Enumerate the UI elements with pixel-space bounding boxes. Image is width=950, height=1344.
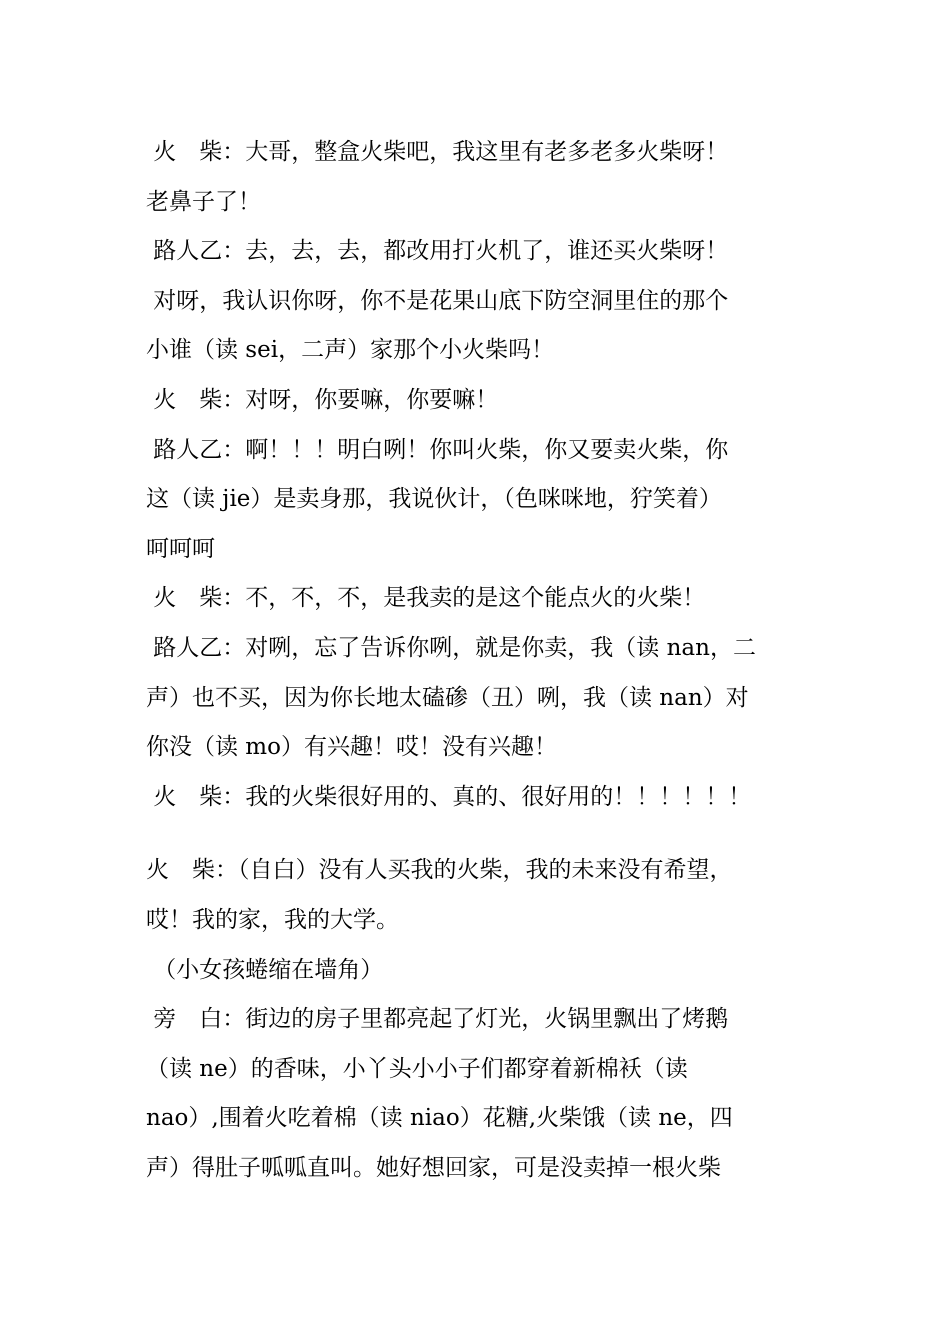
text-line: 老鼻子了！ [146,188,261,215]
text-line: 哎！我的家，我的大学。 [146,906,399,933]
text-line: 这（读 jie）是卖身那，我说伙计，（色咪咪地，狞笑着） [146,486,722,513]
text-line: 路人乙：对咧，忘了告诉你咧，就是你卖，我（读 nan，二 [146,634,756,661]
text-line: 对呀，我认识你呀，你不是花果山底下防空洞里住的那个 [146,287,729,314]
text-line: （小女孩蜷缩在墙角） [146,956,384,983]
text-line: 你没（读 mo）有兴趣！哎！没有兴趣！ [146,734,557,761]
text-line: 声）得肚子呱呱直叫。她好想回家，可是没卖掉一根火柴 [146,1154,721,1181]
text-line: 声）也不买，因为你长地太磕碜（丑）咧，我（读 nan）对 [146,684,749,711]
text-line: 火 柴：大哥，整盒火柴吧，我这里有老多老多火柴呀！ [146,139,729,165]
text-line: nao）,围着火吃着棉（读 niao）花糖,火柴饿（读 ne，四 [146,1105,733,1132]
text-line: 火 柴：我的火柴很好用的、真的、很好用的！！！！！！ [146,783,752,810]
script-text [146,128,816,1193]
text-line: 呵呵呵 [146,535,215,562]
text-line: 路人乙：啊！！！明白咧！你叫火柴，你又要卖火柴，你 [146,436,729,463]
text-line: 火 柴：（自白）没有人买我的火柴，我的未来没有希望， [146,857,733,884]
text-line: （读 ne）的香味，小丫头小小子们都穿着新棉袄（读 [146,1055,688,1082]
text-line: 路人乙：去，去，去，都改用打火机了，谁还买火柴呀！ [146,238,729,265]
paragraph-gap [146,822,816,846]
text-line: 旁 白：街边的房子里都亮起了灯光，火锅里飘出了烤鹅 [146,1006,729,1033]
text-line: 火 柴：对呀，你要嘛，你要嘛！ [146,386,499,413]
text-line: 小谁（读 sei，二声）家那个小火柴吗！ [146,337,555,364]
text-line: 火 柴：不，不，不，是我卖的是这个能点火的火柴！ [146,585,706,612]
